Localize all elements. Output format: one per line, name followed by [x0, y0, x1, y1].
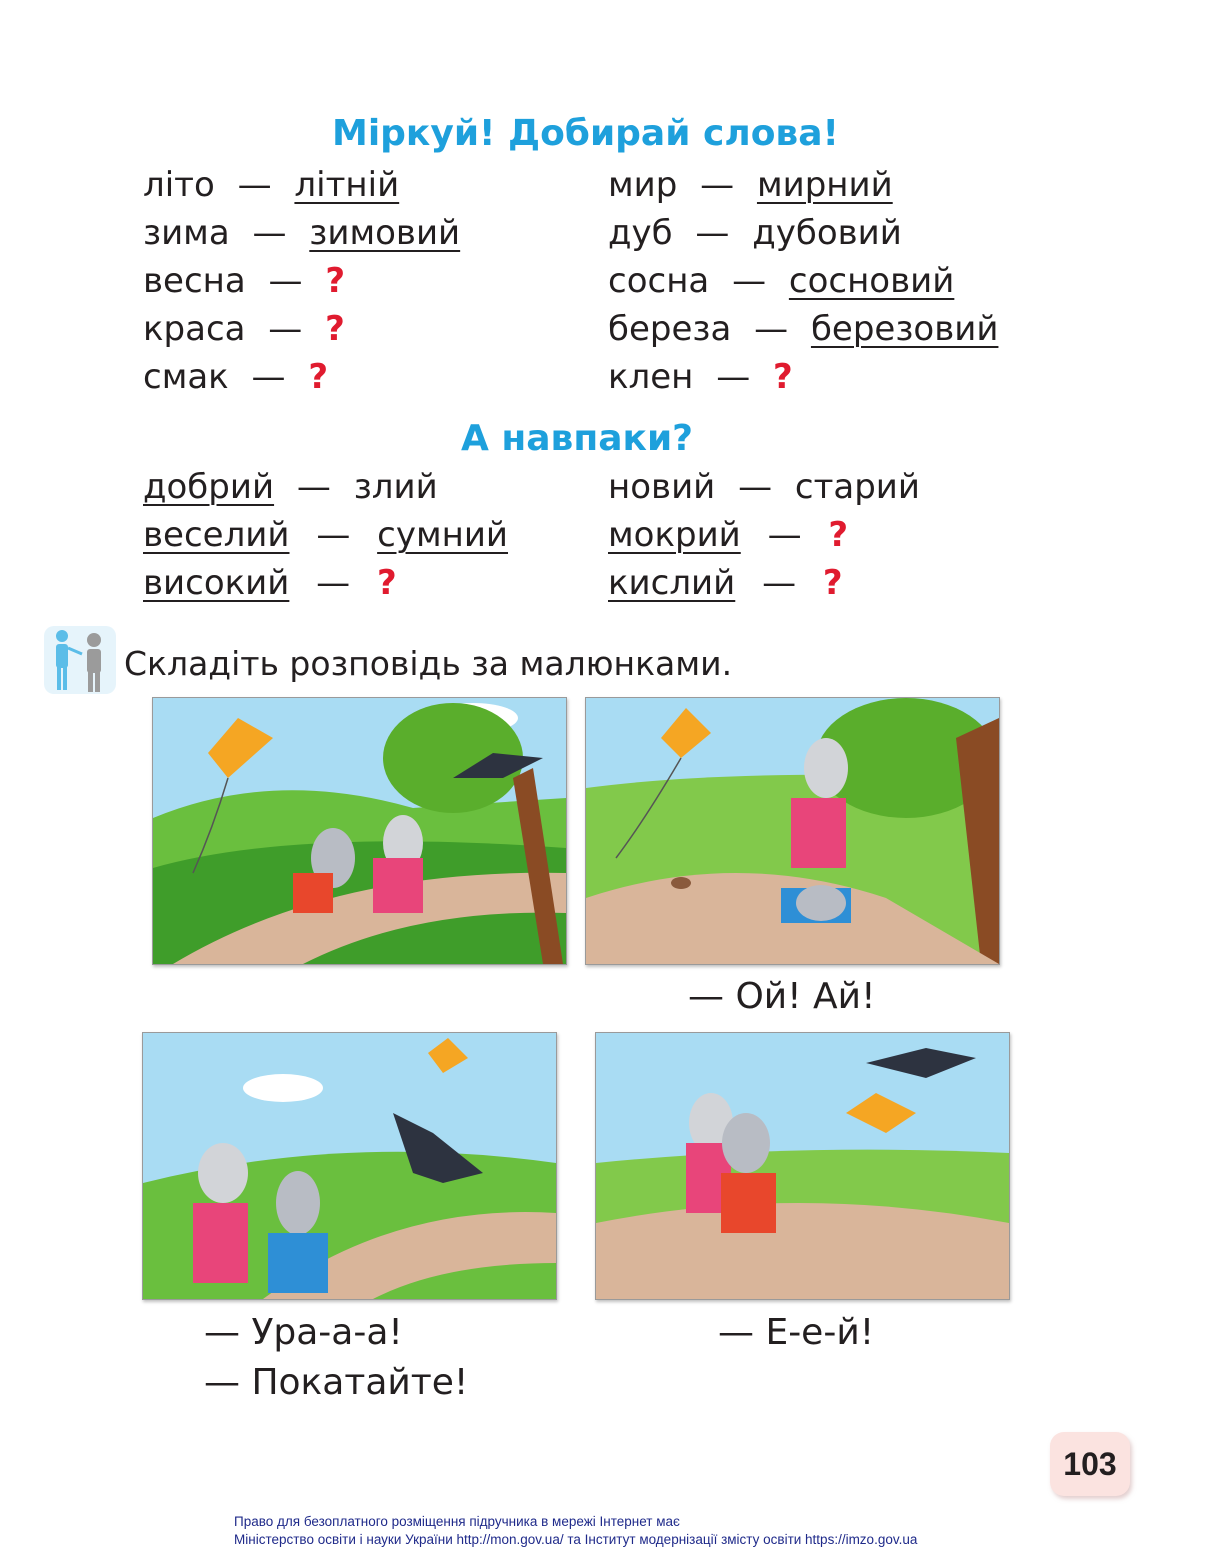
question-mark: ?	[376, 563, 397, 603]
answer-word: старий	[794, 467, 920, 507]
dash: —	[316, 515, 351, 555]
dash: —	[716, 357, 751, 397]
answer-word: березовий	[810, 309, 999, 349]
base-word: мир	[608, 165, 678, 205]
word-pair	[143, 515, 508, 555]
word-pair	[143, 165, 399, 205]
base-word: смак	[143, 357, 229, 397]
base-word: веселий	[143, 515, 290, 555]
answer-word: злий	[353, 467, 438, 507]
word-pair	[143, 563, 397, 603]
base-word: береза	[608, 309, 732, 349]
dash: —	[316, 563, 351, 603]
question-mark: ?	[325, 309, 345, 349]
question-mark: ?	[325, 261, 346, 301]
word-pair	[608, 357, 793, 397]
base-word: зима	[143, 213, 230, 253]
dash: —	[700, 165, 735, 205]
word-pair	[143, 309, 345, 349]
base-word: сосна	[608, 261, 710, 301]
footer-line-1: Право для безоплатного розміщення підручника в мережі Інтернет має	[234, 1514, 680, 1529]
question-mark: ?	[828, 515, 849, 555]
word-pair	[143, 261, 345, 301]
word-pair	[608, 165, 893, 205]
answer-word: літній	[294, 165, 400, 205]
picture-2-caption: — Ой! Ай!	[688, 976, 876, 1017]
picture-4-caption: — Е-е-й!	[718, 1312, 875, 1353]
word-pair	[608, 213, 902, 253]
story-picture-3	[142, 1032, 557, 1300]
story-picture-4	[595, 1032, 1010, 1300]
word-pair	[608, 515, 848, 555]
base-word: дуб	[608, 213, 673, 253]
picture-3-caption-1: — Ура-а-а!	[204, 1312, 403, 1353]
story-picture-2	[585, 697, 1000, 965]
task-instruction: Складіть розповідь за малюнками.	[124, 644, 733, 683]
base-word: добрий	[143, 467, 275, 507]
dash: —	[251, 357, 286, 397]
answer-word: зимовий	[309, 213, 461, 253]
section-title-opposites: А навпаки?	[461, 418, 694, 459]
dash: —	[738, 467, 773, 507]
dash: —	[762, 563, 797, 603]
word-pair	[608, 261, 954, 301]
base-word: мокрий	[608, 515, 741, 555]
picture-3-caption-2: — Покатайте!	[204, 1362, 469, 1403]
question-mark: ?	[308, 357, 329, 397]
word-pair	[608, 309, 998, 349]
word-pair	[608, 467, 920, 507]
base-word: кислий	[608, 563, 736, 603]
base-word: літо	[143, 165, 215, 205]
section-title-choose-words: Міркуй! Добирай слова!	[332, 113, 839, 154]
base-word: весна	[143, 261, 246, 301]
answer-word: мирний	[756, 165, 893, 205]
word-pair	[143, 357, 328, 397]
dash: —	[767, 515, 802, 555]
question-mark: ?	[773, 357, 793, 397]
story-picture-1	[152, 697, 567, 965]
dash: —	[296, 467, 331, 507]
base-word: краса	[143, 309, 246, 349]
word-pair	[143, 467, 438, 507]
dash: —	[695, 213, 730, 253]
word-pair	[143, 213, 460, 253]
answer-word: сумний	[377, 515, 509, 555]
dash: —	[252, 213, 287, 253]
footer-line-2: Міністерство освіти і науки України http://mon.gov.ua/ та Інститут модернізації змісту освіти https://imzo.gov.ua	[234, 1532, 918, 1547]
word-pair	[608, 563, 843, 603]
answer-word: дубовий	[752, 213, 902, 253]
dash: —	[754, 309, 789, 349]
question-mark: ?	[822, 563, 843, 603]
dash: —	[268, 309, 303, 349]
base-word: високий	[143, 563, 290, 603]
dash: —	[268, 261, 303, 301]
two-people-talking-icon	[44, 626, 116, 694]
answer-word: сосновий	[788, 261, 955, 301]
base-word: новий	[608, 467, 716, 507]
base-word: клен	[608, 357, 694, 397]
dash: —	[732, 261, 767, 301]
page-number: 103	[1050, 1432, 1130, 1496]
dash: —	[237, 165, 272, 205]
